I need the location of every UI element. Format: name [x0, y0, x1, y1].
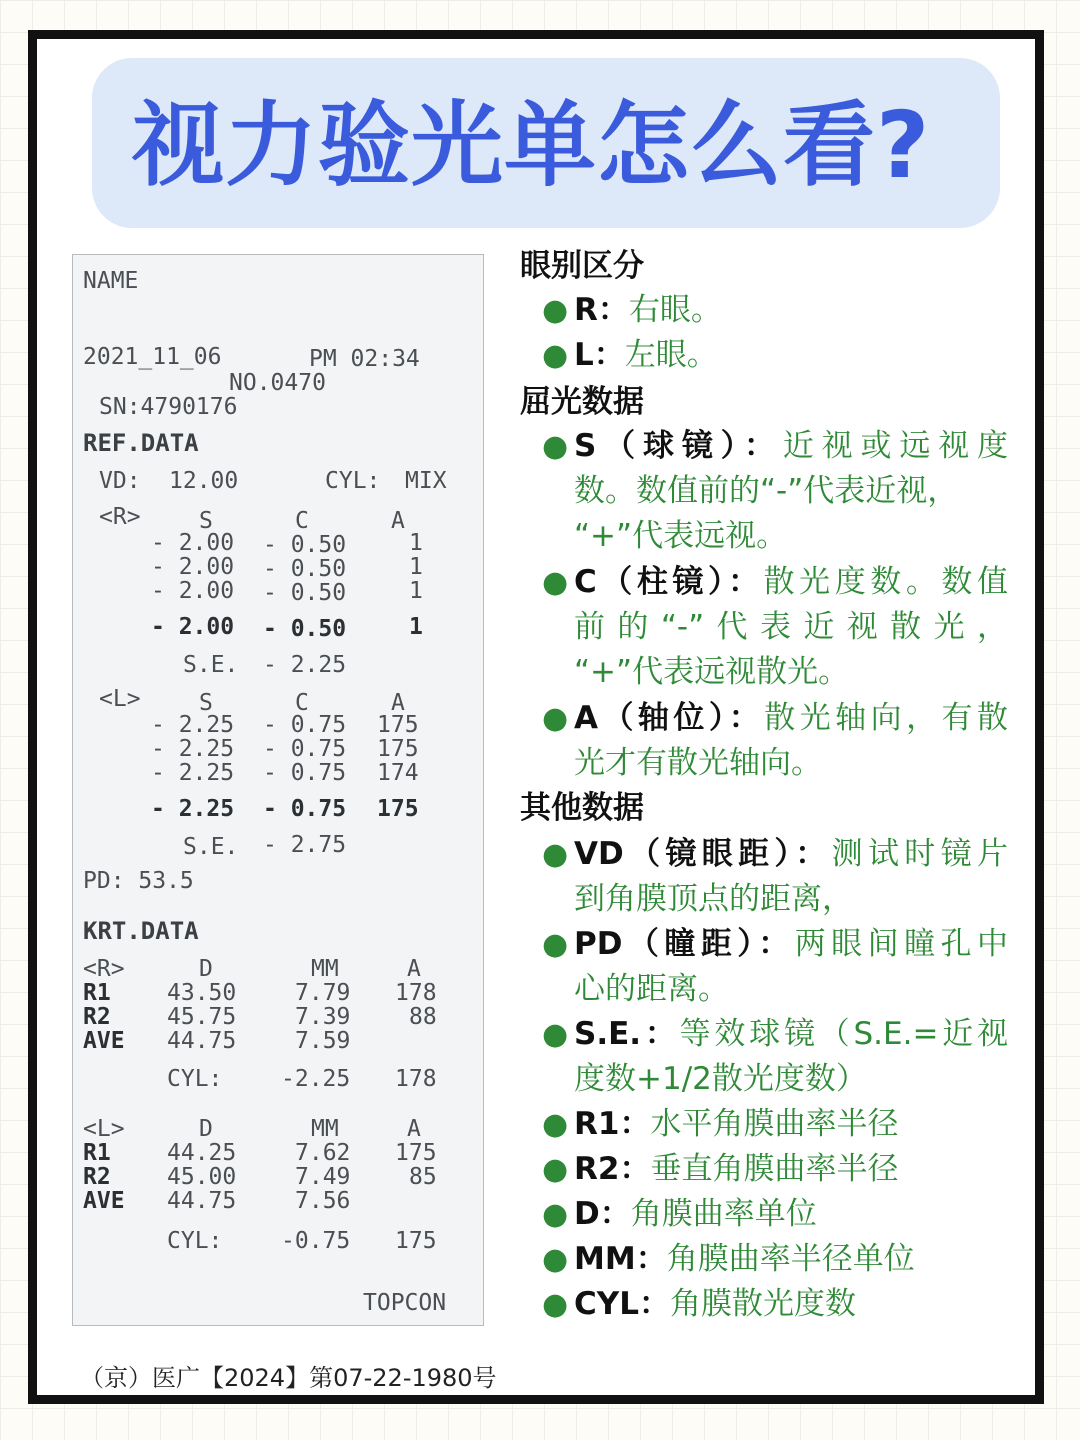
krt-left-r1-a: 175	[395, 1140, 437, 1166]
bullet-icon: ●	[542, 1017, 569, 1052]
left-col-header-a: A	[391, 690, 405, 716]
krt-left-r2-label: R2	[83, 1164, 111, 1190]
col-header-s: S	[199, 508, 213, 534]
krt-data-header: KRT.DATA	[83, 917, 199, 945]
right-se-value: - 2.25	[263, 652, 347, 678]
krt-left-r2-mm: 7.49	[295, 1164, 351, 1190]
krt-right-r2-a: 88	[409, 1004, 437, 1030]
right-s-result: - 2.00	[151, 614, 235, 640]
left-a-2: 175	[377, 736, 419, 762]
krt-right-r2-label: R2	[83, 1004, 111, 1030]
left-s-1: - 2.25	[151, 712, 235, 738]
receipt-name-label: NAME	[83, 268, 139, 294]
section-other-title: 其他数据	[520, 790, 644, 826]
bullet-icon: ●	[542, 1152, 569, 1187]
bullet-icon: ●	[542, 837, 569, 872]
other-item-se: ● S.E.：等效球镜（S.E.=近视 度数+1/2散光度数）	[574, 1012, 1008, 1102]
right-a-1: 1	[409, 530, 423, 556]
left-a-result: 175	[377, 796, 419, 822]
right-s-2: - 2.00	[151, 554, 235, 580]
left-c-2: - 0.75	[263, 736, 347, 762]
section-refraction-title: 屈光数据	[520, 384, 644, 420]
krt-right-r2-d: 45.75	[167, 1004, 237, 1030]
vd-label: VD:	[99, 468, 141, 494]
krt-right-header-a: A	[407, 956, 421, 982]
right-c-1: - 0.50	[263, 532, 347, 558]
left-a-1: 175	[377, 712, 419, 738]
krt-left-header-mm: MM	[311, 1116, 339, 1142]
krt-right-r2-mm: 7.39	[295, 1004, 351, 1030]
bullet-icon: ●	[542, 701, 569, 736]
receipt-date: 2021_11_06	[83, 344, 222, 370]
left-se-label: S.E.	[183, 834, 239, 860]
krt-left-r2-d: 45.00	[167, 1164, 237, 1190]
krt-left-cyl-label: CYL:	[167, 1228, 223, 1254]
bullet-icon: ●	[542, 1197, 569, 1232]
krt-left-ave-mm: 7.56	[295, 1188, 351, 1214]
krt-left-r1-d: 44.25	[167, 1140, 237, 1166]
krt-right-r1-mm: 7.79	[295, 980, 351, 1006]
krt-right-r1-a: 178	[395, 980, 437, 1006]
left-col-header-s: S	[199, 690, 213, 716]
pd-value: PD: 53.5	[83, 868, 194, 894]
krt-right-r1-d: 43.50	[167, 980, 237, 1006]
other-item-vd: ● VD（镜眼距）：测试时镜片 到角膜顶点的距离，	[574, 832, 1008, 922]
right-s-3: - 2.00	[151, 578, 235, 604]
eye-item-r: ● R：右眼。	[574, 288, 1008, 333]
other-item-mm: ● MM：角膜曲率半径单位	[574, 1237, 1008, 1282]
krt-right-header-d: D	[199, 956, 213, 982]
section-eye-title: 眼别区分	[520, 248, 644, 284]
col-header-a: A	[391, 508, 405, 534]
bullet-icon: ●	[542, 293, 569, 328]
brand-name: TOPCON	[363, 1290, 447, 1316]
left-s-3: - 2.25	[151, 760, 235, 786]
bullet-icon: ●	[542, 429, 569, 464]
right-c-2: - 0.50	[263, 556, 347, 582]
right-a-2: 1	[409, 554, 423, 580]
krt-left-r2-a: 85	[409, 1164, 437, 1190]
right-c-result: - 0.50	[263, 616, 347, 642]
krt-right-cyl-axis: 178	[395, 1066, 437, 1092]
ref-data-header: REF.DATA	[83, 429, 199, 457]
left-s-2: - 2.25	[151, 736, 235, 762]
right-eye-tag: <R>	[99, 504, 141, 530]
refraction-printout	[72, 254, 484, 1326]
krt-right-ave-d: 44.75	[167, 1028, 237, 1054]
right-s-1: - 2.00	[151, 530, 235, 556]
bullet-icon: ●	[542, 565, 569, 600]
other-item-cyl: ● CYL：角膜散光度数	[574, 1282, 1008, 1327]
krt-right-cyl-value: -2.25	[281, 1066, 351, 1092]
refraction-item-a: ● A（轴位）：散光轴向，有散 光才有散光轴向。	[574, 696, 1008, 786]
krt-left-tag: <L>	[83, 1116, 125, 1142]
left-a-3: 174	[377, 760, 419, 786]
vd-value: 12.00	[169, 468, 239, 494]
refraction-item-c: ● C（柱镜）：散光度数。数值 前的“-”代表近视散光， “+”代表远视散光。	[574, 560, 1008, 695]
krt-left-r1-mm: 7.62	[295, 1140, 351, 1166]
krt-right-ave-mm: 7.59	[295, 1028, 351, 1054]
refraction-item-s: ● S（球镜）：近视或远视度 数。数值前的“-”代表近视， “+”代表远视。	[574, 424, 1008, 559]
cyl-mode-value: MIX	[405, 468, 447, 494]
left-c-result: - 0.75	[263, 796, 347, 822]
receipt-number: NO.0470	[229, 370, 326, 396]
right-a-result: 1	[409, 614, 423, 640]
cyl-mode-label: CYL:	[325, 468, 381, 494]
ad-license-number: （京）医广【2024】第07-22-1980号	[80, 1364, 497, 1392]
other-item-r2: ● R2：垂直角膜曲率半径	[574, 1147, 1008, 1192]
page-title: 视力验光单怎么看?	[132, 92, 931, 199]
left-se-value: - 2.75	[263, 832, 347, 858]
eye-item-l: ● L：左眼。	[574, 333, 1008, 378]
krt-right-ave-label: AVE	[83, 1028, 125, 1054]
left-s-result: - 2.25	[151, 796, 235, 822]
krt-left-ave-d: 44.75	[167, 1188, 237, 1214]
krt-right-r1-label: R1	[83, 980, 111, 1006]
krt-left-r1-label: R1	[83, 1140, 111, 1166]
left-eye-tag: <L>	[99, 686, 141, 712]
krt-left-cyl-axis: 175	[395, 1228, 437, 1254]
left-col-header-c: C	[295, 690, 309, 716]
bullet-icon: ●	[542, 1242, 569, 1277]
krt-left-ave-label: AVE	[83, 1188, 125, 1214]
col-header-c: C	[295, 508, 309, 534]
right-a-3: 1	[409, 578, 423, 604]
krt-left-header-d: D	[199, 1116, 213, 1142]
right-c-3: - 0.50	[263, 580, 347, 606]
bullet-icon: ●	[542, 1287, 569, 1322]
left-c-1: - 0.75	[263, 712, 347, 738]
krt-right-cyl-label: CYL:	[167, 1066, 223, 1092]
bullet-icon: ●	[542, 927, 569, 962]
krt-left-cyl-value: -0.75	[281, 1228, 351, 1254]
krt-right-header-mm: MM	[311, 956, 339, 982]
other-item-d: ● D：角膜曲率单位	[574, 1192, 1008, 1237]
right-se-label: S.E.	[183, 652, 239, 678]
krt-left-header-a: A	[407, 1116, 421, 1142]
bullet-icon: ●	[542, 338, 569, 373]
other-item-r1: ● R1：水平角膜曲率半径	[574, 1102, 1008, 1147]
krt-right-tag: <R>	[83, 956, 125, 982]
receipt-time: PM 02:34	[309, 346, 420, 372]
left-c-3: - 0.75	[263, 760, 347, 786]
bullet-icon: ●	[542, 1107, 569, 1142]
other-item-pd: ● PD（瞳距）：两眼间瞳孔中 心的距离。	[574, 922, 1008, 1012]
receipt-serial: SN:4790176	[99, 394, 238, 420]
